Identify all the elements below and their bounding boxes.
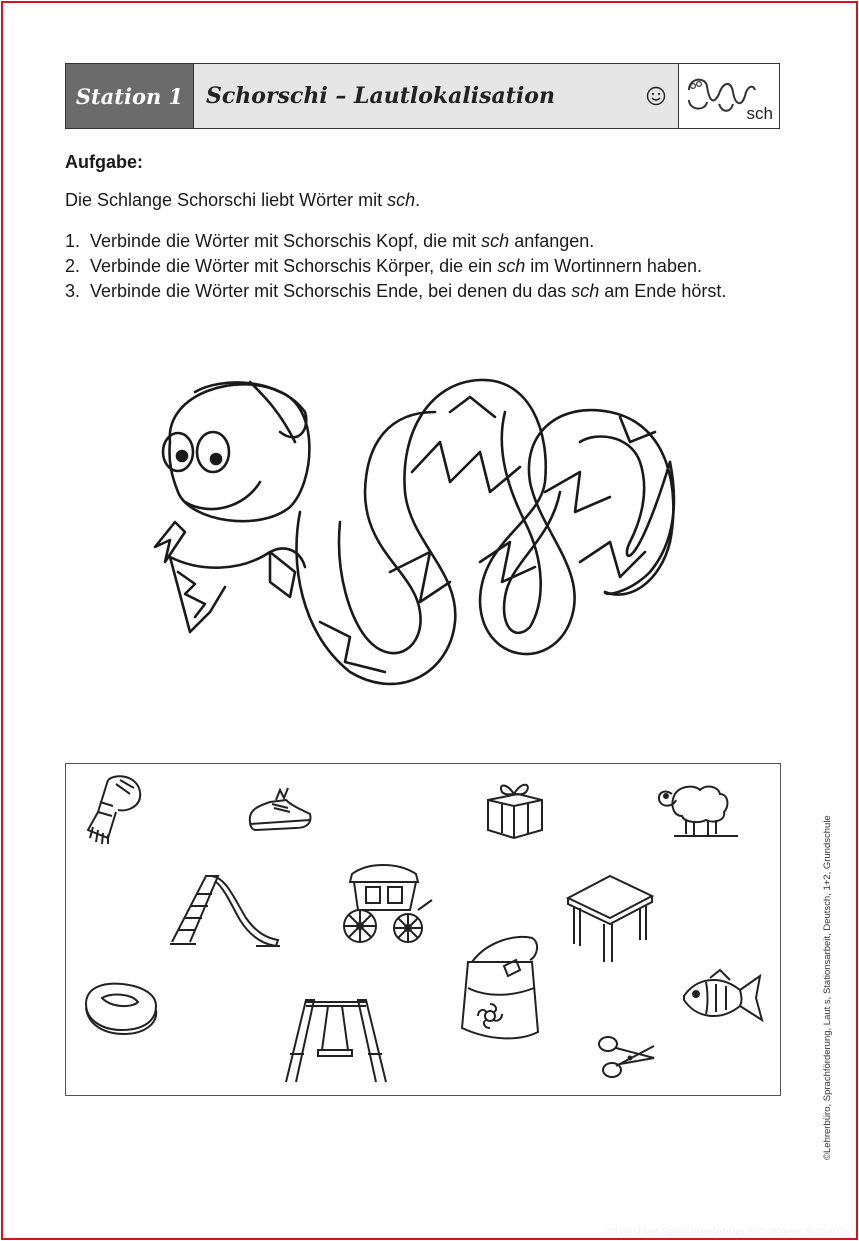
station-label: Station 1	[66, 64, 194, 128]
swing-icon[interactable]	[280, 994, 392, 1084]
station-header	[65, 63, 780, 129]
title-box	[194, 64, 678, 128]
soap-icon[interactable]	[82, 978, 160, 1036]
carriage-icon[interactable]	[338, 860, 436, 950]
task-heading: Aufgabe:	[65, 152, 143, 172]
snake-illustration	[150, 372, 700, 697]
smiley-icon	[646, 86, 666, 106]
task-item: 1. Verbinde die Wörter mit Schorschis Kopf, die mit sch anfangen.	[65, 231, 595, 251]
task-item: 2. Verbinde die Wörter mit Schorschis Körper, die ein sch im Wortinnern haben.	[65, 256, 702, 276]
sch-logo	[678, 64, 779, 128]
task-intro: Die Schlange Schorschi liebt Wörter mit sch.	[65, 190, 421, 210]
logo-caption: sch	[746, 104, 773, 123]
slide-icon[interactable]	[166, 868, 282, 948]
table-icon[interactable]	[564, 870, 654, 964]
gift-icon[interactable]	[482, 776, 548, 840]
bag-icon[interactable]	[458, 932, 542, 1048]
copyright-note: ©Lehrerbüro, Sprachförderung, Laut s, Stationsarbeit, Deutsch, 1+2, Grundschule	[822, 815, 833, 1160]
task-list	[65, 229, 805, 304]
page-title: Schorschi – Lautlokalisation	[206, 83, 555, 109]
scarf-icon[interactable]	[78, 772, 148, 844]
fish-icon[interactable]	[680, 968, 764, 1028]
watermark-text: Arbeitsblatt Sprachförderung Sch Wörter Schlange	[603, 1226, 851, 1238]
picture-box	[65, 763, 781, 1096]
scissors-icon[interactable]	[596, 1032, 658, 1082]
shoe-icon[interactable]	[246, 786, 314, 834]
sheep-icon[interactable]	[654, 778, 740, 840]
task-item: 3. Verbinde die Wörter mit Schorschis Ende, bei denen du das sch am Ende hörst.	[65, 281, 727, 301]
